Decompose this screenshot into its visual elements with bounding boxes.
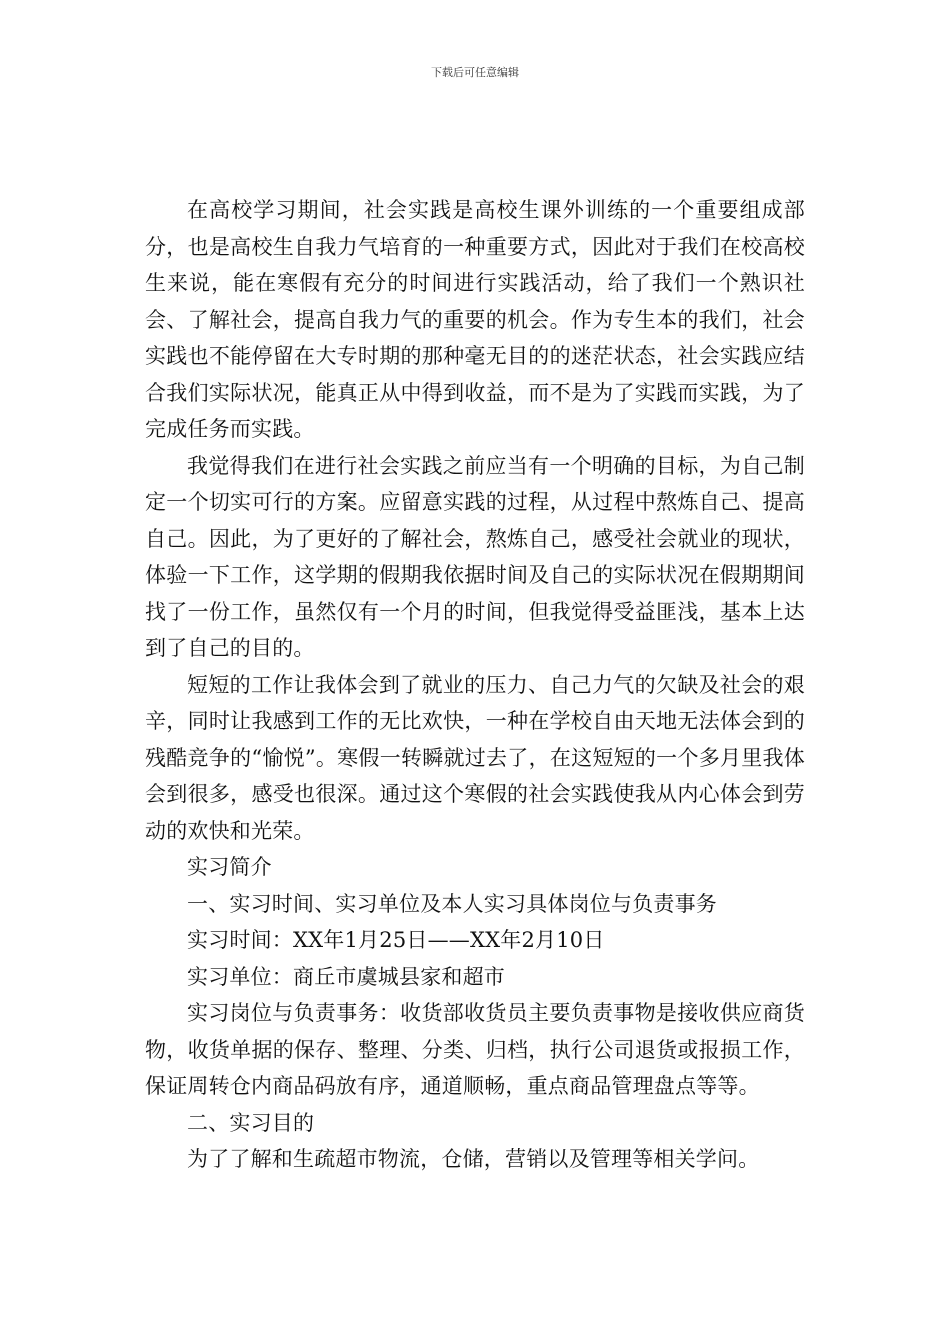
paragraph-experience: 短短的工作让我体会到了就业的压力、自己力气的欠缺及社会的艰辛，同时让我感到工作的无比欢快，一种在学校自由天地无法体会到的残酷竞争的“愉悦”。寒假一转瞬就过去了，在这短短的一个多月里我体会到很多，感受也很深。通过这个寒假的社会实践使我从内心体会到劳动的欢快和光荣。 bbox=[145, 672, 805, 843]
paragraph-intro: 在高校学习期间，社会实践是高校生课外训练的一个重要组成部分，也是高校生自我力气培育的一种重要方式，因此对于我们在校高校生来说，能在寒假有充分的时间进行实践活动，给了我们一个熟识社会、了解社会，提高自我力气的重要的机会。作为专生本的我们，社会实践也不能停留在大专时期的那种毫无目的的迷茫状态，社会实践应结合我们实际状况，能真正从中得到收益，而不是为了实践而实践，为了完成任务而实践。 bbox=[145, 198, 805, 441]
section-heading-internship-intro: 实习简介 bbox=[187, 855, 272, 879]
internship-unit: 实习单位：商丘市虞城县家和超市 bbox=[187, 964, 505, 989]
section-heading-purpose: 二、实习目的 bbox=[187, 1110, 315, 1135]
page-header: 下载后可任意编辑 bbox=[431, 66, 519, 79]
internship-position: 实习岗位与负责事务：收货部收货员主要负责事物是接收供应商货物，收货单据的保存、整理、分类、归档，执行公司退货或报损工作，保证周转仓内商品码放有序，通道顺畅，重点商品管理盘点等等。 bbox=[145, 1001, 805, 1098]
paragraph-goal: 我觉得我们在进行社会实践之前应当有一个明确的目标，为自己制定一个切实可行的方案。应留意实践的过程，从过程中熬炼自己、提高自己。因此，为了更好的了解社会，熬炼自己，感受社会就业的现状，体验一下工作，这学期的假期我依据时间及自己的实际状况在假期期间找了一份工作，虽然仅有一个月的时间，但我觉得受益匪浅，基本上达到了自己的目的。 bbox=[145, 453, 805, 660]
internship-purpose: 为了了解和生疏超市物流，仓储，营销以及管理等相关学问。 bbox=[187, 1147, 760, 1171]
document-body bbox=[145, 192, 805, 1178]
section-heading-time-unit: 一、实习时间、实习单位及本人实习具体岗位与负责事务 bbox=[187, 891, 717, 916]
internship-time: 实习时间：XX年1月25日——XX年2月10日 bbox=[187, 928, 605, 952]
